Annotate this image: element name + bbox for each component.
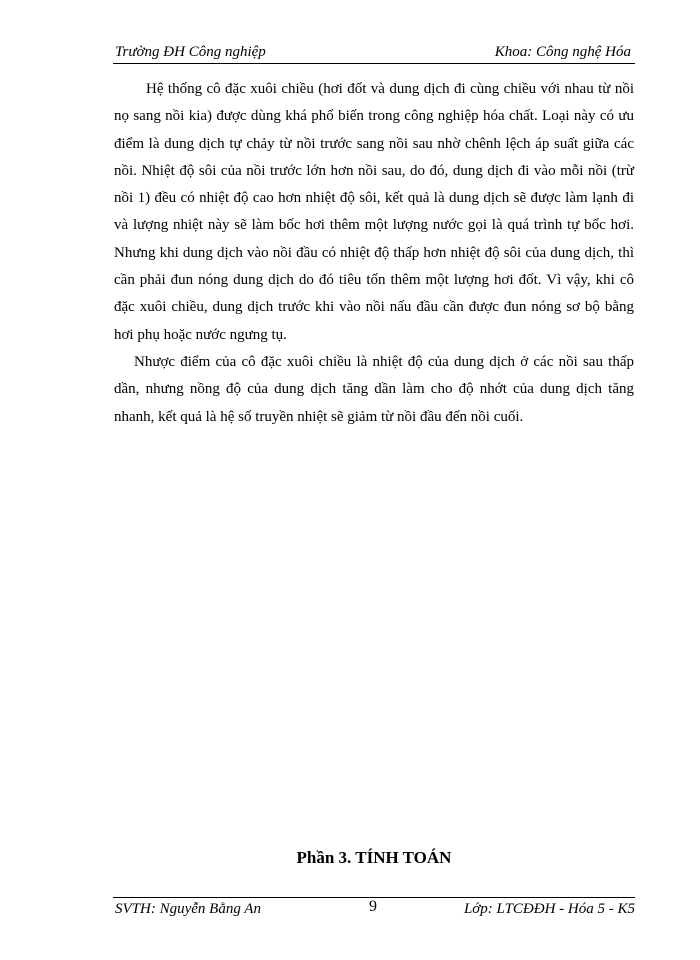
document-body — [114, 76, 634, 431]
section-heading: Phần 3. TÍNH TOÁN — [296, 848, 452, 867]
paragraph-advantages: Hệ thống cô đặc xuôi chiều (hơi đốt và dung dịch đi cùng chiều với nhau từ nồi nọ sang nồi kia) được dùng khá phổ biến trong công nghiệp hóa chất. Loại này có ưu điểm là dung dịch tự chảy từ nồi trước sang nồi sau nhờ chênh lệch áp suất giữa các nồi. Nhiệt độ sôi của nồi trước lớn hơn nồi sau, do đó, dung dịch đi vào mỗi nồi (trừ nồi 1) đều có nhiệt độ cao hơn nhiệt độ sôi, kết quả là dung dịch sẽ được làm lạnh đi và lượng nhiệt này sẽ làm bốc hơi thêm một lượng nước gọi là quá trình tự bốc hơi. Nhưng khi dung dịch vào nồi đầu có nhiệt độ thấp hơn nhiệt độ sôi của dung dịch, thì cần phải đun nóng dung dịch do đó tiêu tốn thêm một lượng hơi đốt. Vì vậy, khi cô đặc xuôi chiều, dung dịch trước khi vào nồi nấu đầu cần được đun nóng sơ bộ bằng hơi phụ hoặc nước ngưng tụ. — [114, 81, 634, 343]
page-footer — [113, 899, 635, 921]
footer-class: Lớp: LTCĐĐH - Hóa 5 - K5 — [463, 901, 635, 917]
header-school: Trường ĐH Công nghiệp — [115, 44, 266, 60]
header-faculty: Khoa: Công nghệ Hóa — [494, 44, 631, 60]
page-number: 9 — [369, 898, 377, 915]
header-divider — [113, 63, 635, 64]
paragraph-disadvantages: Nhược điểm của cô đặc xuôi chiều là nhiệt độ của dung dịch ở các nồi sau thấp dần, nhưng nồng độ của dung dịch tăng dần làm cho độ nhớt của dung dịch tăng nhanh, kết quả là hệ số truyền nhiệt sẽ giảm từ nồi đầu đến nồi cuối. — [114, 353, 634, 425]
footer-student: SVTH: Nguyễn Bằng An — [115, 901, 261, 917]
